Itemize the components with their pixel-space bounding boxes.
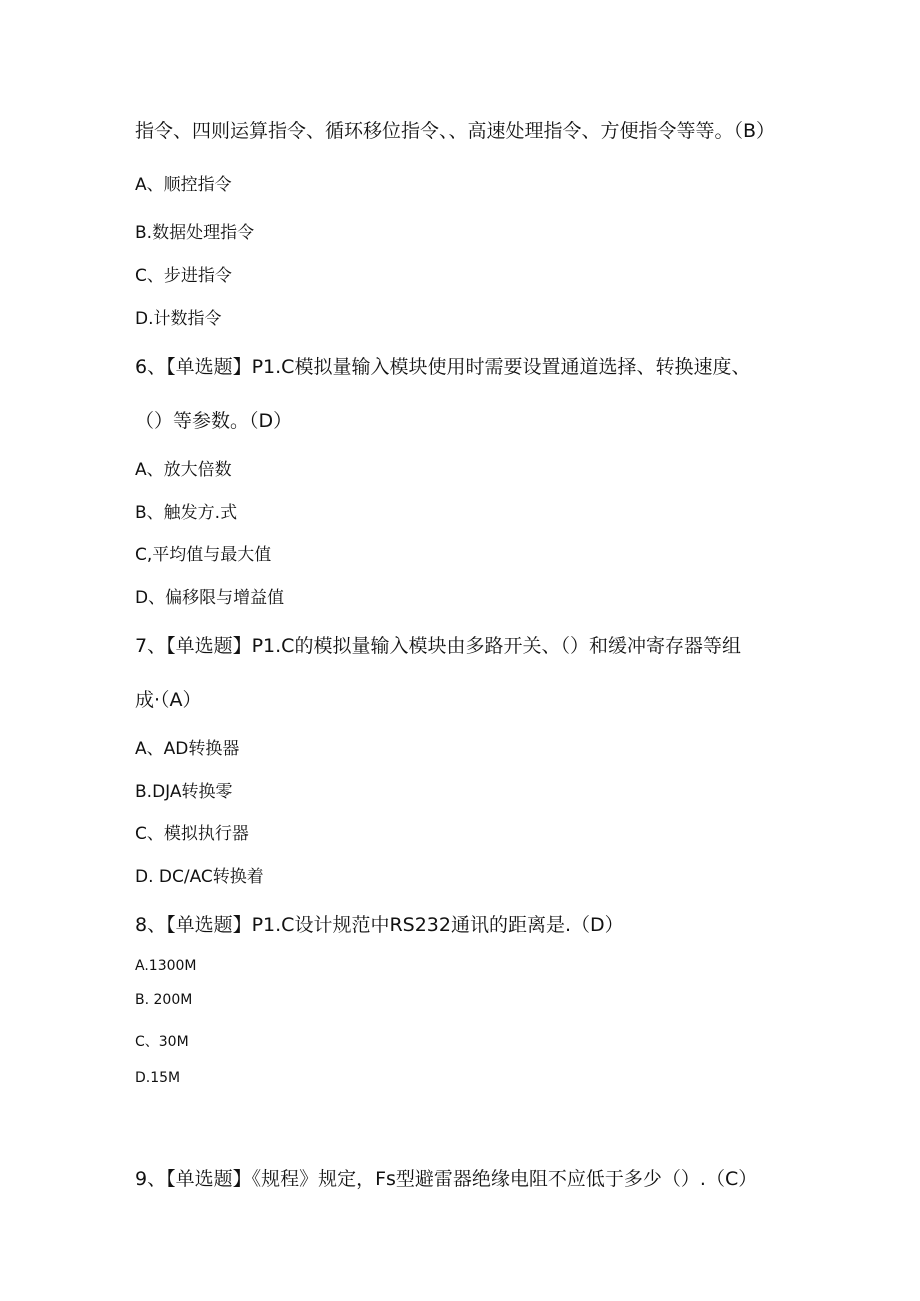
question-stem: 指令、四则运算指令、循环移位指令、、高速处理指令、方便指令等等。（B）	[135, 120, 776, 142]
question-7-option-c: C、模拟执行器	[135, 824, 249, 844]
question-7-stem-line1: 7、【单选题】P1.C的模拟量输入模块由多路开关、（）和缓冲寄存器等组	[135, 635, 741, 657]
question-8-option-a: A.1300M	[135, 958, 197, 974]
option-a: A、顺控指令	[135, 175, 232, 195]
question-7-option-a: A、AD转换器	[135, 739, 240, 759]
question-8-stem: 8、【单选题】P1.C设计规范中RS232通讯的距离是.（D）	[135, 914, 624, 936]
question-6-option-d: D、偏移限与增益值	[135, 588, 285, 608]
option-c: C、步进指令	[135, 266, 232, 286]
question-7-option-b: B.DJA转换零	[135, 782, 233, 802]
question-6-option-a: A、放大倍数	[135, 460, 232, 480]
question-6-option-b: B、触发方.式	[135, 503, 238, 523]
question-8-option-c: C、30M	[135, 1034, 189, 1050]
question-7-option-d: D. DC/AC转换着	[135, 867, 264, 887]
option-d: D.计数指令	[135, 309, 222, 329]
question-6-stem-line1: 6、【单选题】P1.C模拟量输入模块使用时需要设置通道选择、转换速度、	[135, 356, 751, 378]
question-8-option-d: D.15M	[135, 1070, 181, 1086]
question-6-stem-line2: （）等参数。（D）	[135, 410, 293, 432]
question-6-option-c: C,平均值与最大值	[135, 545, 272, 565]
question-9-stem: 9、【单选题】《规程》规定，Fs型避雷器绝缘电阻不应低于多少（）.（C）	[135, 1168, 758, 1190]
question-7-stem-line2: 成·（A）	[135, 689, 202, 711]
question-8-option-b: B. 200M	[135, 992, 193, 1008]
option-b: B.数据处理指令	[135, 223, 255, 243]
